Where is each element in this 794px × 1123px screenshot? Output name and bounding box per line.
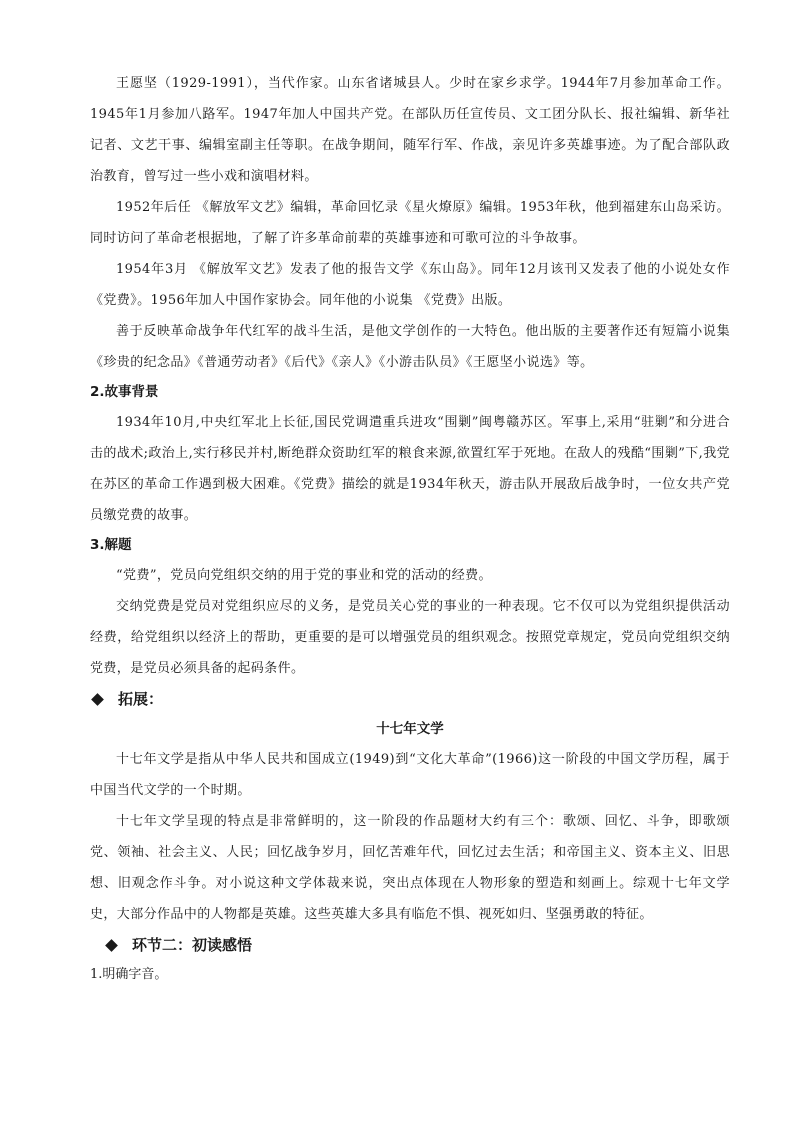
diamond-bullet-icon bbox=[105, 939, 118, 952]
extension-paragraph-1: 十七年文学是指从中华人民共和国成立(1949)到“文化大革命”(1966)这一阶段的中国文学历程，属于中国当代文学的一个时期。 bbox=[90, 752, 730, 798]
diamond-bullet-icon bbox=[91, 693, 104, 706]
title-explain-paragraph-2: 交纳党费是党员对党组织应尽的义务，是党员关心党的事业的一种表现。它不仅可以为党组织提供活动经费，给党组织以经济上的帮助，更重要的是可以增强党员的组织观念。按照党章规定，党员向党组织交纳党费，是党员必须具备的起码条件。 bbox=[90, 599, 730, 676]
extension-paragraph-2: 十七年文学呈现的特点是非常鲜明的，这一阶段的作品题材大约有三个：歌颂、回忆、斗争，即歌颂党、领袖、社会主义、人民；回忆战争岁月，回忆苦难年代，回忆过去生活；和帝国主义、资本主义、旧思想、旧观念作斗争。对小说这种文学体裁来说，突出点体现在人物形象的塑造和刻画上。综观十七年文学史，大部分作品中的人物都是英雄。这些英雄大多具有临危不惧、视死如归、坚强勇敢的特征。 bbox=[90, 814, 730, 922]
bio-paragraph-1: 王愿坚（1929-1991），当代作家。山东省诸城县人。少时在家乡求学。1944年7月参加革命工作。1945年1月参加八路军。1947年加人中国共产党。在部队历任宣传员、文工团分队长、报社编辑、新华社记者、文艺干事、编辑室副主任等职。在战争期间，随军行军、作战，亲见许多英雄事迹。为了配合部队政治教育，曾写过一些小戏和演唱材料。 bbox=[90, 76, 730, 184]
title-explain-heading: 3.解题 bbox=[90, 537, 132, 553]
document-page bbox=[90, 68, 730, 990]
section2-item-1: 1.明确字音。 bbox=[90, 967, 168, 982]
bio-paragraph-4: 善于反映革命战争年代红军的战斗生活，是他文学创作的一大特色。他出版的主要著作还有短篇小说集《珍贵的纪念品》《普通劳动者》《后代》《亲人》《小游击队员》《王愿坚小说选》等。 bbox=[90, 324, 730, 370]
title-explain-paragraph-1: “党费”，党员向党组织交纳的用于党的事业和党的活动的经费。 bbox=[116, 568, 492, 583]
extension-heading bbox=[90, 684, 730, 714]
extension-title: 十七年文学 bbox=[376, 721, 444, 737]
bio-paragraph-3: 1954年3月 《解放军文艺》发表了他的报告文学《东山岛》。同年12月该刊又发表了他的小说处女作《党费》。1956年加人中国作家协会。同年他的小说集 《党费》出版。 bbox=[90, 262, 730, 308]
background-paragraph: 1934年10月,中央红军北上长征,国民党调遣重兵进攻“围剿”闽粤赣苏区。军事上,采用“驻剿”和分进合击的战术;政治上,实行移民并村,断绝群众资助红军的粮食来源,欲置红军于死地。在敌人的残酷“围剿”下,我党在苏区的革命工作遇到极大困难。《党费》描绘的就是1934年秋天，游击队开展敌后战争时，一位女共产党员缴党费的故事。 bbox=[90, 415, 731, 523]
section2-heading-text: 环节二：初读感悟 bbox=[132, 936, 253, 954]
bio-paragraph-2: 1952年后任 《解放军文艺》编辑，革命回忆录《星火燎原》编辑。1953年秋，他到福建东山岛采访。同时访问了革命老根据地，了解了许多革命前辈的英雄事迹和可歌可泣的斗争故事。 bbox=[90, 200, 730, 246]
background-heading: 2.故事背景 bbox=[90, 384, 159, 400]
extension-heading-text: 拓展： bbox=[118, 690, 164, 708]
section2-heading bbox=[90, 930, 730, 960]
